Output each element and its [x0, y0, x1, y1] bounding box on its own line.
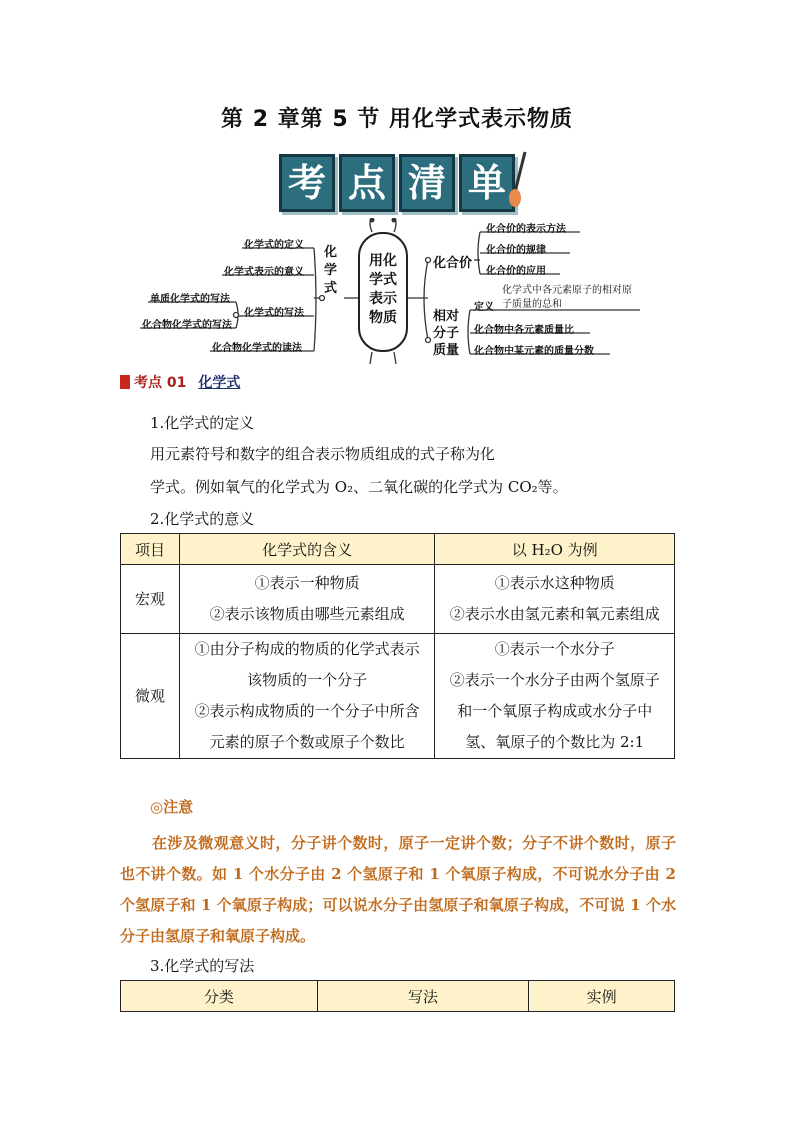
- table-header-cell: 分类: [121, 981, 318, 1012]
- note-text: 在涉及微观意义时，分子讲个数时，原子一定讲个数；分子不讲个数时，原子也不讲个数。如 1 个水分子由 2 个氢原子和 1 个氧原子构成，不可说水分子由 2 个氢原子和 1 个氧原子构成；可以说水分子由氢原子和氧原子构成，不可说 1 个水分子由氢原子和氧原子构成。: [120, 834, 676, 945]
- table-cell: [179, 634, 435, 759]
- banner-char: 单: [459, 154, 515, 212]
- cell-line: ②表示一个水分子由两个氢原子: [449, 671, 660, 689]
- table-row: [121, 634, 675, 759]
- table-cell: [435, 634, 675, 759]
- mm-right-def-label: 定义: [474, 302, 494, 313]
- mm-center-node: [358, 232, 408, 352]
- cell-line: 和一个氧原子构成或水分子中: [457, 702, 653, 720]
- meaning-table: [120, 533, 675, 759]
- mm-center-line: 物质: [369, 310, 397, 326]
- cell-line: ②表示水由氢元素和氧元素组成: [449, 605, 660, 623]
- mm-left-item: 化学式的写法: [244, 308, 304, 319]
- table-cell: 宏观: [121, 565, 180, 634]
- table-cell: [179, 565, 435, 634]
- table-header-cell: 实例: [529, 981, 675, 1012]
- section-name: 化学式: [198, 375, 241, 391]
- s2-heading: 2.化学式的意义: [150, 510, 255, 528]
- section-label: 考点 01: [134, 375, 187, 391]
- mm-center-line: 学式: [369, 272, 397, 288]
- table-header-row: [121, 534, 675, 565]
- s3-heading: 3.化学式的写法: [150, 957, 255, 975]
- section-marker: [120, 375, 130, 389]
- mm-right-item: 化合物中各元素质量比: [474, 325, 574, 336]
- table-row: [121, 565, 675, 634]
- kaodian-banner: [273, 150, 523, 212]
- mm-left-sub: 化合物化学式的写法: [142, 320, 232, 331]
- banner-char: 清: [399, 154, 455, 212]
- mm-branch-huaxueshi: 化 学 式: [324, 245, 338, 296]
- cell-line: 元素的原子个数或原子个数比: [209, 733, 405, 751]
- mm-left-sub: 单质化学式的写法: [150, 294, 230, 305]
- table-header-cell: 写法: [317, 981, 529, 1012]
- s1-paragraph-line: 学式。例如氧气的化学式为 O₂、二氧化碳的化学式为 CO₂等。: [150, 478, 568, 496]
- table-header-row: [121, 981, 675, 1012]
- mm-right-item: 化合物中某元素的质量分数: [474, 346, 594, 357]
- page-title: 第 2 章第 5 节 用化学式表示物质: [221, 107, 573, 132]
- brush-icon: [509, 150, 529, 210]
- cell-line: ①表示水这种物质: [494, 574, 615, 592]
- table-cell: [435, 565, 675, 634]
- cell-line: 氢、氧原子的个数比为 2:1: [465, 733, 645, 751]
- mm-branch-huahejia: 化合价: [433, 256, 473, 271]
- mm-right-item: 化合价的表示方法: [486, 224, 566, 235]
- table-header-cell: 化学式的含义: [179, 534, 435, 565]
- s1-heading: 1.化学式的定义: [150, 414, 255, 432]
- table-header-cell: 项目: [121, 534, 180, 565]
- cell-line: ①表示一种物质: [254, 574, 360, 592]
- s1-paragraph-line: 用元素符号和数字的组合表示物质组成的式子称为化: [150, 445, 496, 463]
- banner-char: 考: [279, 154, 335, 212]
- mm-right-def-text: 化学式中各元素原子的相对原 子质量的总和: [502, 285, 632, 310]
- writing-table: [120, 980, 675, 1012]
- cell-line: ①表示一个水分子: [494, 640, 615, 658]
- mm-branch-xiangdui: 相对 分子 质量: [433, 309, 460, 358]
- cell-line: ②表示该物质由哪些元素组成: [209, 605, 405, 623]
- cell-line: 该物质的一个分子: [247, 671, 368, 689]
- mm-right-item: 化合价的应用: [486, 266, 546, 277]
- mm-right-item: 化合价的规律: [486, 245, 546, 256]
- banner-char: 点: [339, 154, 395, 212]
- mm-center-line: 表示: [369, 291, 397, 307]
- note-heading: ◎注意: [150, 798, 194, 816]
- cell-line: ②表示构成物质的一个分子中所含: [194, 702, 420, 720]
- table-header-cell: 以 H₂O 为例: [435, 534, 675, 565]
- cell-line: ①由分子构成的物质的化学式表示: [194, 640, 420, 658]
- table-cell: 微观: [121, 634, 180, 759]
- mm-center-line: 用化: [369, 253, 397, 269]
- mm-left-item: 化学式的定义: [244, 240, 304, 251]
- mind-map: [0, 218, 794, 368]
- section-heading: [120, 372, 240, 392]
- mm-left-item: 化学式表示的意义: [224, 267, 304, 278]
- mm-left-item: 化合物化学式的读法: [212, 343, 302, 354]
